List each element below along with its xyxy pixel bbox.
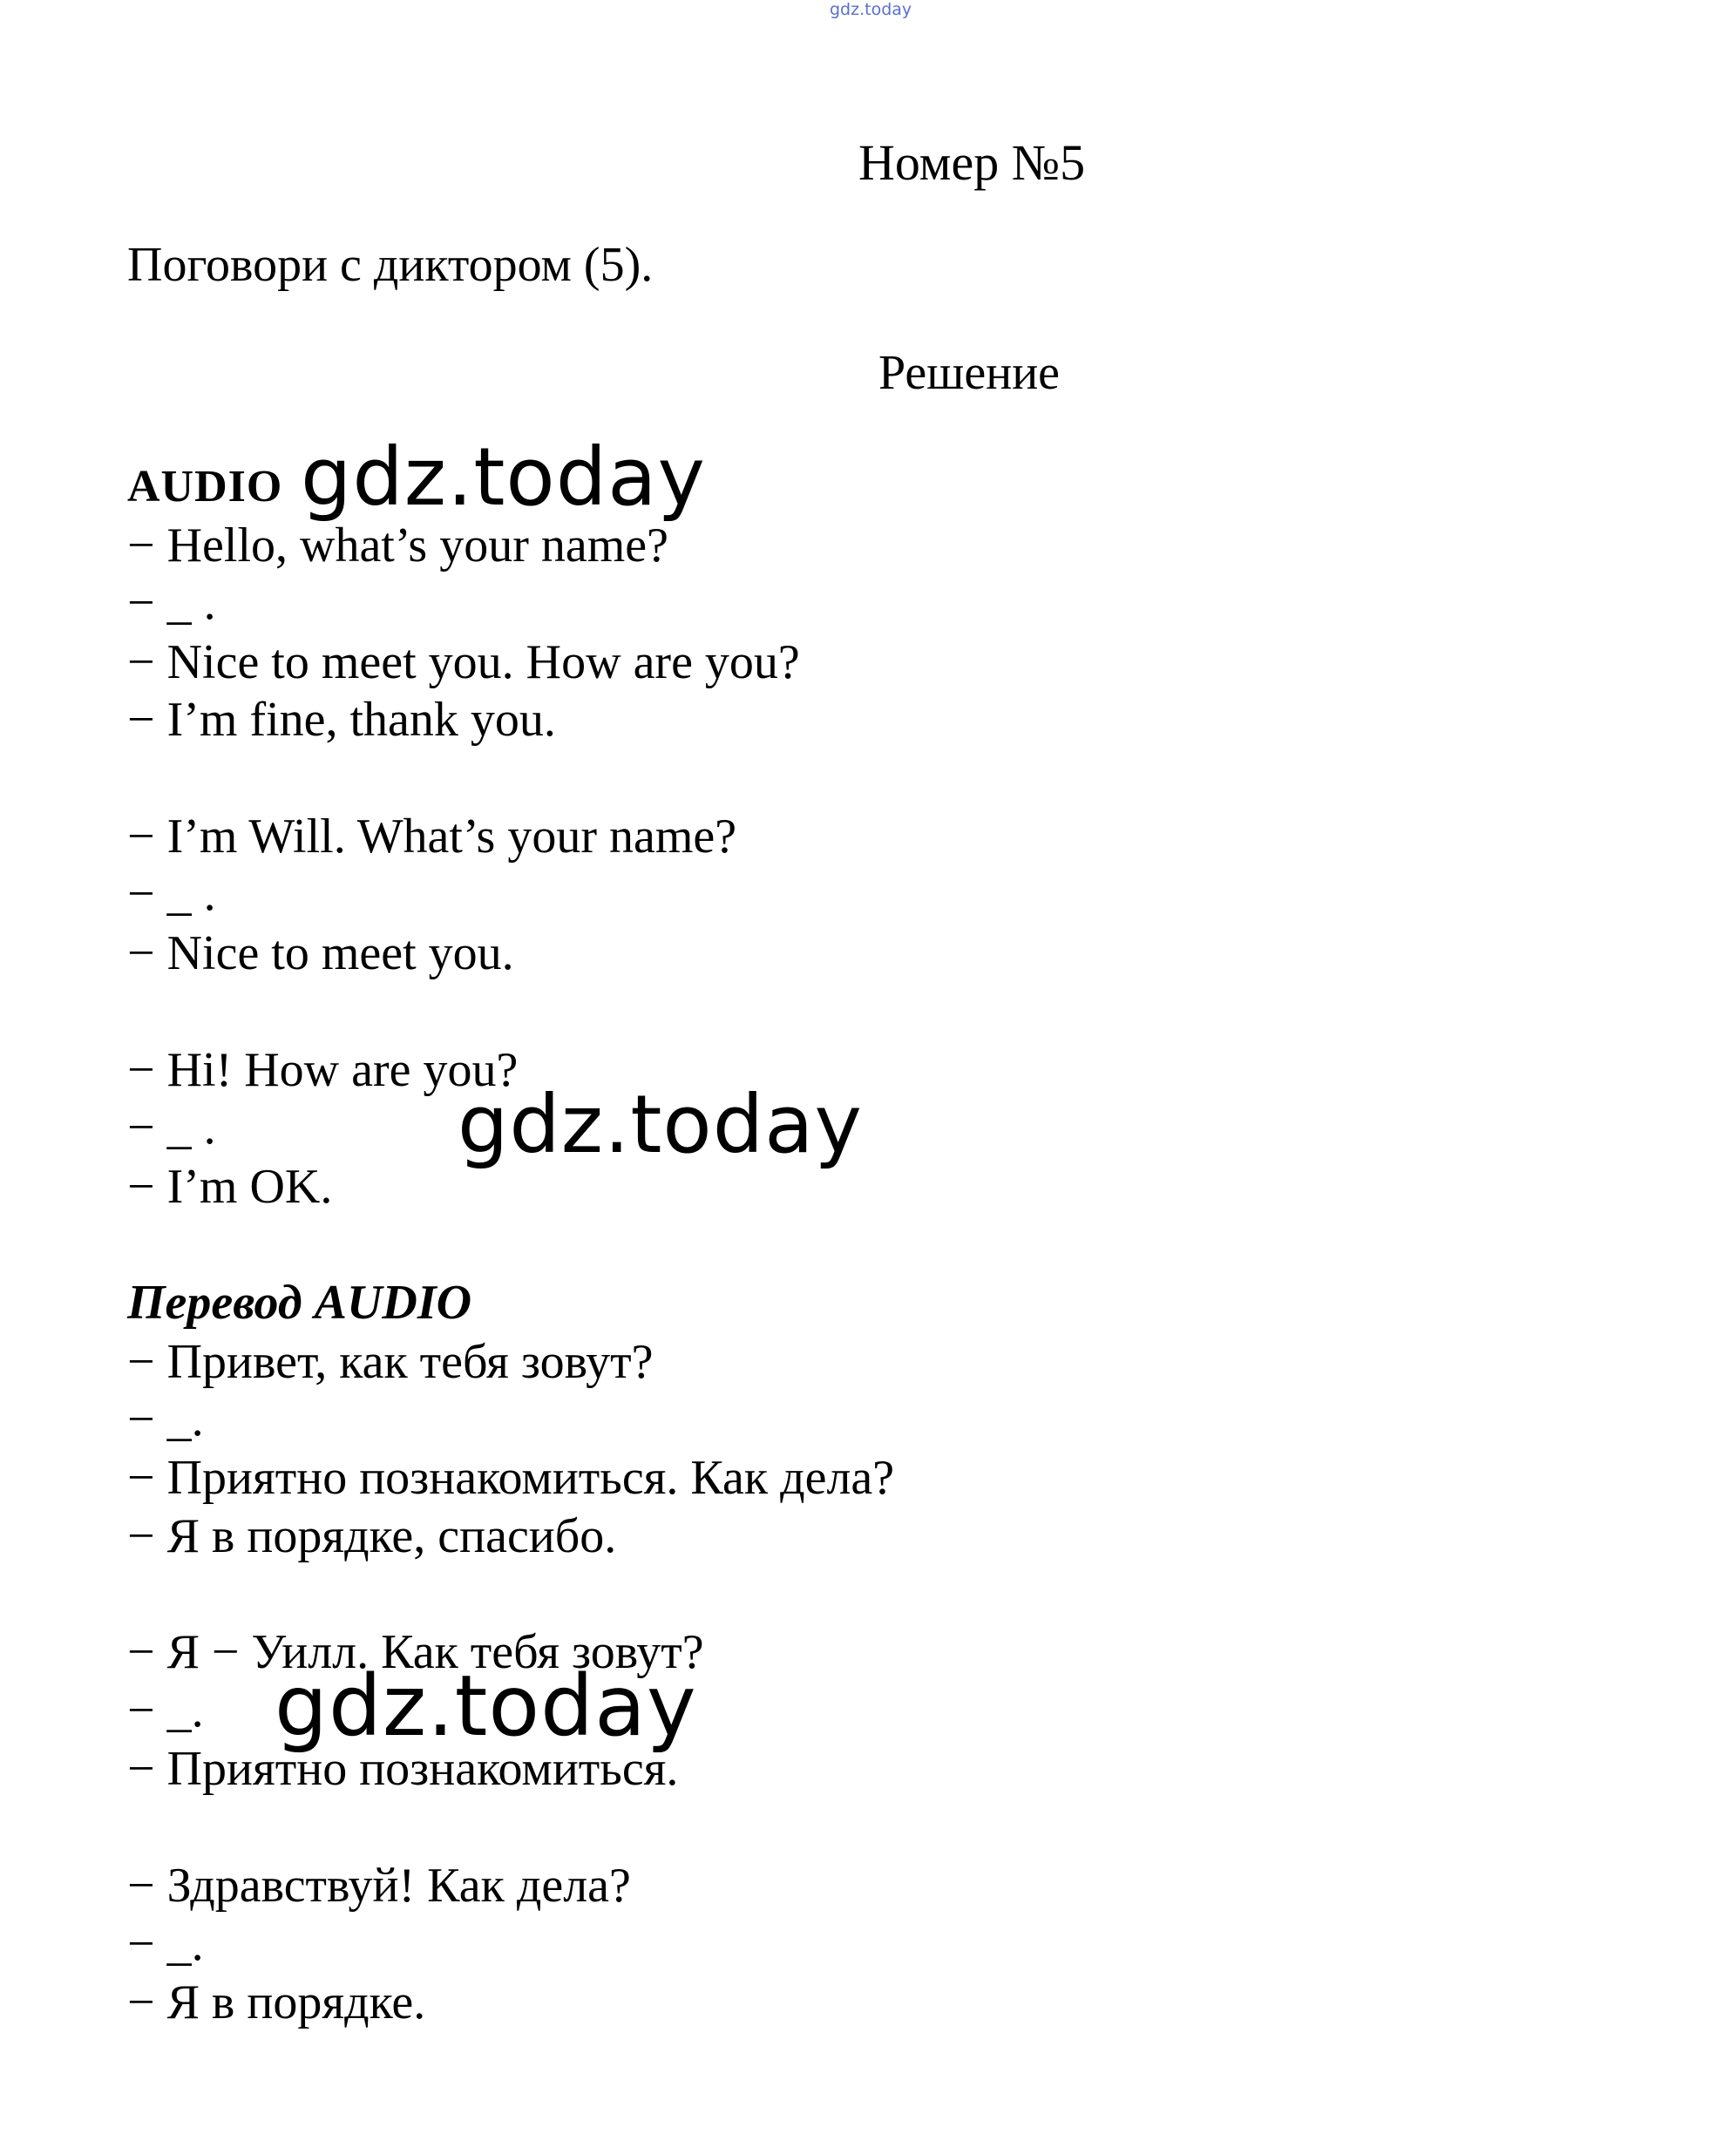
task-text: Поговори с диктором (5). — [127, 238, 654, 292]
watermark: gdz.today — [275, 1657, 697, 1755]
audio-line: − I’m fine, thank you. — [127, 693, 556, 747]
watermark: gdz.today — [301, 430, 706, 524]
translation-line: − Привет, как тебя зовут? — [127, 1335, 654, 1389]
translation-line: − _. — [127, 1392, 204, 1446]
audio-line: − _ . — [127, 576, 216, 630]
audio-line: − _ . — [127, 867, 216, 921]
audio-line: − Nice to meet you. How are you? — [127, 635, 800, 689]
translation-line: − _. — [127, 1917, 204, 1971]
top-watermark: gdz.today — [830, 0, 912, 19]
translation-line: − Я в порядке, спасибо. — [127, 1509, 617, 1563]
page-title: Номер №5 — [858, 134, 1086, 191]
audio-line: − _ . — [127, 1101, 216, 1155]
audio-line: − Hi! How are you? — [127, 1043, 519, 1097]
translation-heading: Перевод AUDIO — [127, 1276, 472, 1330]
translation-line: − Здравствуй! Как дела? — [127, 1859, 631, 1913]
translation-line: − Приятно познакомиться. Как дела? — [127, 1451, 895, 1505]
audio-line: − I’m OK. — [127, 1160, 333, 1214]
translation-line: − Я − Уилл. Как тебя зовут? — [127, 1625, 704, 1679]
audio-heading: AUDIO — [127, 462, 283, 511]
translation-line: − Я в порядке. — [127, 1975, 426, 2029]
audio-line: − Hello, what’s your name? — [127, 518, 668, 572]
translation-line: − Приятно познакомиться. — [127, 1742, 679, 1796]
translation-line: − _. — [127, 1683, 204, 1738]
watermark: gdz.today — [458, 1078, 863, 1171]
audio-line: − Nice to meet you. — [127, 926, 514, 980]
solution-label: Решение — [878, 346, 1061, 400]
audio-line: − I’m Will. What’s your name? — [127, 810, 737, 864]
